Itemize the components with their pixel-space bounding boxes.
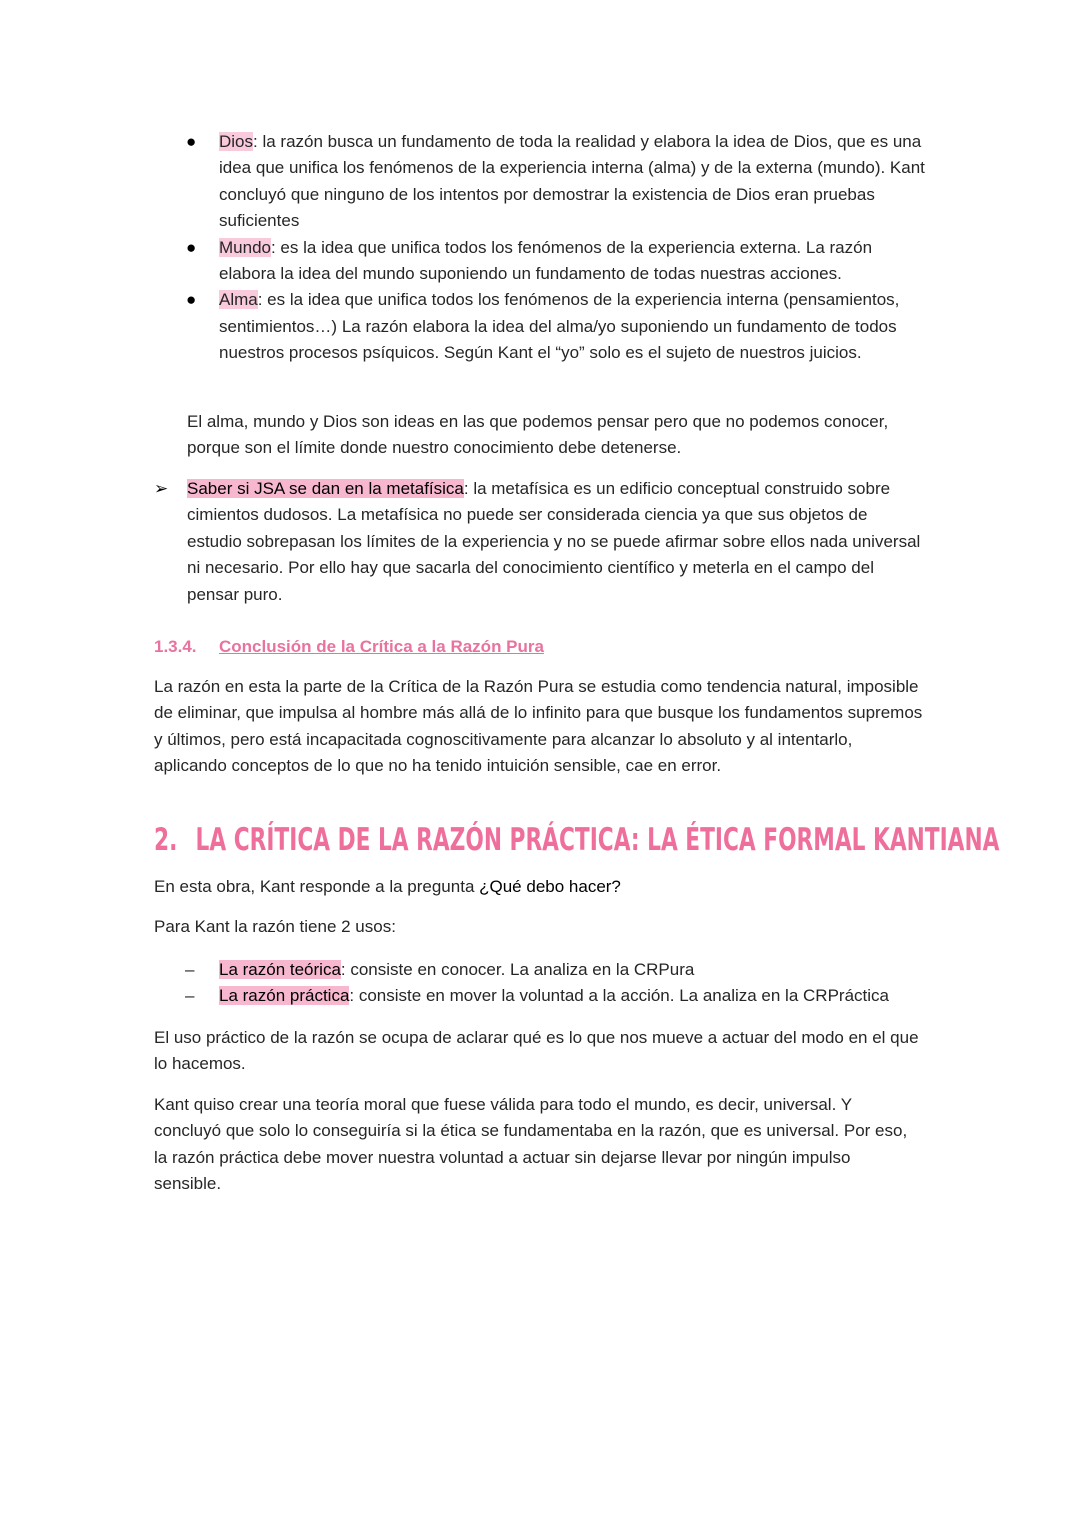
list-item bbox=[185, 235, 930, 288]
usos-list bbox=[185, 957, 945, 1010]
subsection-heading bbox=[154, 634, 544, 660]
term-highlight: Mundo bbox=[219, 237, 271, 257]
ideas-paragraph: El alma, mundo y Dios son ideas en las que podemos pensar pero que no podemos conocer, porque son el límite donde nuestro conocimiento debe detenerse. bbox=[187, 412, 889, 458]
section-title: LA CRÍTICA DE LA RAZÓN PRÁCTICA: LA ÉTICA FORMAL KANTIANA bbox=[195, 822, 1000, 858]
list-item bbox=[185, 287, 930, 366]
metafisica-body: : la metafísica es un edificio conceptual construido sobre cimientos dudosos. La metafísica no puede ser considerada ciencia ya que sus objetos de estudio sobrepasan los límites de la experiencia y no se puede afirmar sobre ellos nada universal ni necesario. Por ello hay que sacarla del conocimiento científico y meterla en el campo del pensar puro. bbox=[187, 479, 921, 604]
dash-icon: – bbox=[185, 960, 195, 979]
conclusion-paragraph: La razón en esta la parte de la Crítica de la Razón Pura se estudia como tendencia natural, imposible de eliminar, que impulsa al hombre más allá de lo infinito para que busque los fundamentos supremos y últimos, pero está incapacitada cognoscitivamente para alcanzar lo absoluto y al intentarlo, aplicando conceptos de lo que no ha tenido intuición sensible, cae en error. bbox=[154, 677, 923, 776]
dash-icon: – bbox=[185, 986, 195, 1006]
list-item bbox=[185, 129, 930, 235]
section-heading bbox=[154, 818, 999, 862]
bullet-icon: ● bbox=[186, 237, 197, 257]
bullet-icon: ● bbox=[186, 290, 197, 310]
list-item-text: : es la idea que unifica todos los fenómenos de la experiencia interna (pensamientos, sentimientos…) La razón elabora la idea del alma/yo suponiendo un fundamento de todos nuestros procesos psíquicos. Según Kant el “yo” solo es el sujeto de nuestros juicios. bbox=[219, 290, 900, 363]
term-highlight: Saber si JSA se dan en la metafísica bbox=[187, 479, 464, 498]
section-number: 2. bbox=[154, 822, 178, 858]
arrow-bullet-icon: ➢ bbox=[154, 479, 169, 498]
term-highlight: La razón práctica bbox=[219, 986, 350, 1006]
intro-paragraph bbox=[154, 874, 934, 900]
usos-intro: Para Kant la razón tiene 2 usos: bbox=[154, 917, 396, 936]
list-item-text: : es la idea que unifica todos los fenómenos de la experiencia externa. La razón elabora la idea del mundo suponiendo un fundamento de todas nuestras acciones. bbox=[219, 237, 873, 284]
term-highlight: Alma bbox=[219, 290, 258, 310]
intro-text: En esta obra, Kant responde a la pregunta bbox=[154, 877, 480, 896]
list-item bbox=[185, 983, 945, 1009]
list-item bbox=[185, 957, 945, 983]
list-item-text: : consiste en mover la voluntad a la acción. La analiza en la CRPráctica bbox=[349, 986, 889, 1006]
list-item-text: : la razón busca un fundamento de toda la realidad y elabora la idea de Dios, que es una idea que unifica los fenómenos de la experiencia interna (alma) y de la externa (mundo). Kant concluyó que ninguno de los intentos por demostrar la existencia de Dios eran pruebas suficientes bbox=[219, 132, 925, 231]
kant-paragraph: Kant quiso crear una teoría moral que fuese válida para todo el mundo, es decir, universal. Y concluyó que solo lo conseguiría si la ética se fundamentaba en la razón, que es universal. Por eso, la razón práctica debe mover nuestra voluntad a actuar sin dejarse llevar por ningún impulso sensible. bbox=[154, 1095, 908, 1194]
list-item-text: : consiste en conocer. La analiza en la CRPura bbox=[340, 960, 695, 979]
term-highlight: La razón teórica bbox=[219, 960, 341, 979]
subsection-title: Conclusión de la Crítica a la Razón Pura bbox=[219, 637, 544, 656]
uso-practico-paragraph: El uso práctico de la razón se ocupa de aclarar qué es lo que nos mueve a actuar del modo en el que lo hacemos. bbox=[154, 1028, 919, 1074]
intro-question: ¿Qué debo hacer? bbox=[479, 877, 621, 896]
bullet-icon: ● bbox=[186, 132, 197, 151]
subsection-number: 1.3.4. bbox=[154, 637, 197, 656]
ideas-bullet-list bbox=[185, 129, 930, 367]
term-highlight: Dios bbox=[219, 132, 254, 151]
metafisica-text bbox=[187, 476, 922, 608]
